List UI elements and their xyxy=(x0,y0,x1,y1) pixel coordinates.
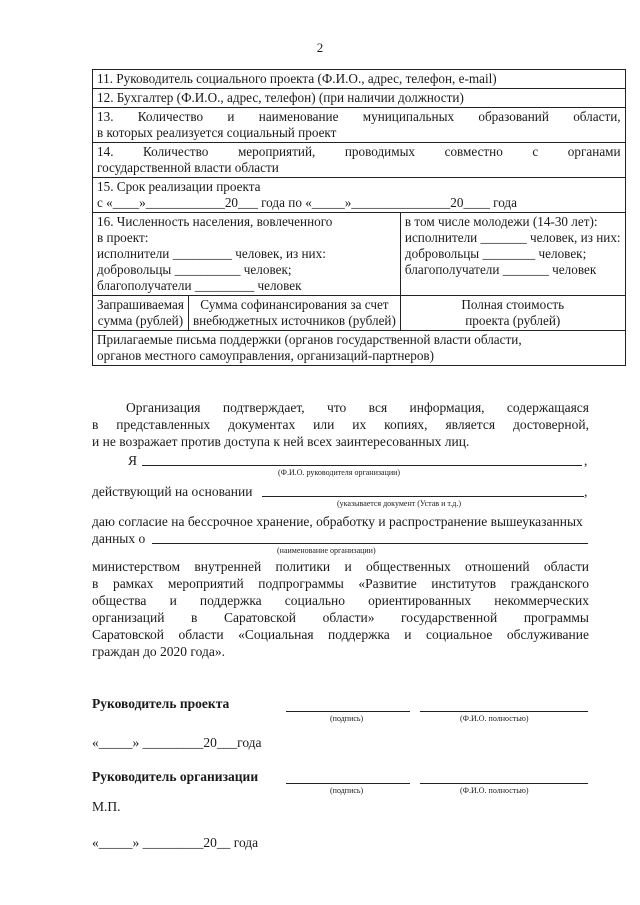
cell-sum-requested xyxy=(93,296,189,331)
row-events xyxy=(93,143,626,178)
consent-line2: данных о xyxy=(92,531,146,546)
support-letters-line1: Прилагаемые письма поддержки (органов государственной власти области, xyxy=(97,332,522,347)
head-name-line xyxy=(142,465,582,466)
hint-head-name: (Ф.И.О. руководителя организации) xyxy=(278,468,401,477)
row-municipalities-line1: 13. Количество и наименование муниципальных образований области, xyxy=(97,109,621,124)
confirm-line2: в представленных документах или их копиях, является достоверной, xyxy=(92,417,589,432)
row-events-line2: государственной власти области xyxy=(97,160,279,175)
org-head-signature-line xyxy=(286,783,410,784)
ministry-line6: граждан до 2020 года». xyxy=(92,644,225,659)
org-head-fio-line xyxy=(420,783,588,784)
consent-line1: даю согласие на бессрочное хранение, обработку и распространение вышеуказанных xyxy=(92,514,583,529)
org-name-line xyxy=(152,543,588,544)
row-municipalities xyxy=(93,108,626,143)
sum-total-line: Полная стоимость xyxy=(461,297,565,312)
row-accountant xyxy=(93,89,626,108)
comma: , xyxy=(584,484,588,499)
stamp-place: М.П. xyxy=(92,799,121,814)
confirm-line3: и не возражает против доступа к ней всех заинтересованных лиц. xyxy=(92,434,470,449)
row-accountant-label: 12. Бухгалтер (Ф.И.О., адрес, телефон) (при наличии должности) xyxy=(97,90,464,105)
hint-org-name: (наименование организации) xyxy=(277,546,376,555)
acting-label: действующий на основании xyxy=(92,484,253,499)
ministry-line1: министерством внутренней политики и общественных отношений области xyxy=(92,559,589,574)
youth-line: благополучатели _______ человек xyxy=(404,262,597,277)
row-youth xyxy=(400,213,625,296)
cell-sum-cofinancing xyxy=(188,296,400,331)
population-line: благополучатели _________ человек xyxy=(97,278,302,293)
date-line-1: «_____» _________20___года xyxy=(92,735,262,750)
population-line: 16. Численность населения, вовлеченного xyxy=(97,214,333,229)
project-head-fio-line xyxy=(420,711,588,712)
application-form-table xyxy=(92,69,626,366)
page-number: 2 xyxy=(316,40,324,55)
population-line: в проект: xyxy=(97,230,149,245)
row-support-letters xyxy=(93,331,626,366)
row-project-head-label: 11. Руководитель социального проекта (Ф.И.О., адрес, телефон, e-mail) xyxy=(97,71,497,86)
comma: , xyxy=(584,453,588,468)
fio-hint: (Ф.И.О. полностью) xyxy=(460,786,529,795)
ministry-line5: Саратовской области «Социальная поддержка и социальное обслуживание xyxy=(92,627,589,642)
org-head-label: Руководитель организации xyxy=(92,769,259,784)
row-population xyxy=(93,213,401,296)
row-municipalities-line2: в которых реализуется социальный проект xyxy=(97,125,337,140)
i-label: Я xyxy=(128,453,138,468)
population-line: исполнители _________ человек, из них: xyxy=(97,246,326,261)
row-events-line1: 14. Количество мероприятий, проводимых совместно с органами xyxy=(97,144,621,159)
sum-requested-line: сумма (рублей) xyxy=(97,313,184,328)
project-head-label: Руководитель проекта xyxy=(92,696,230,711)
youth-line: исполнители _______ человек, из них: xyxy=(404,230,621,245)
date-line-2: «_____» _________20__ года xyxy=(92,835,259,850)
row-term xyxy=(93,178,626,213)
signature-hint: (подпись) xyxy=(330,786,364,795)
signature-hint: (подпись) xyxy=(330,714,364,723)
sum-total-line: проекта (рублей) xyxy=(465,313,561,328)
population-line: добровольцы __________ человек; xyxy=(97,262,292,277)
ministry-line3: общества и поддержка социально ориентированных некоммерческих xyxy=(92,593,589,608)
sum-cofinancing-line: внебюджетных источников (рублей) xyxy=(192,313,396,328)
ministry-line4: организаций в Саратовской области» государственной программы xyxy=(92,610,589,625)
row-term-line2: с «____»____________20___ года по «_____»_______________20____ года xyxy=(97,195,517,210)
hint-document: (указывается документ (Устав и т.д.) xyxy=(337,499,461,508)
ministry-line2: в рамках мероприятий подпрограммы «Развитие институтов гражданского xyxy=(92,576,589,591)
sum-cofinancing-line: Сумма софинансирования за счет xyxy=(200,297,389,312)
project-head-signature-line xyxy=(286,711,410,712)
fio-hint: (Ф.И.О. полностью) xyxy=(460,714,529,723)
sum-requested-line: Запрашиваемая xyxy=(97,297,184,312)
youth-line: в том числе молодежи (14-30 лет): xyxy=(404,214,598,229)
document-line xyxy=(262,496,584,497)
row-project-head xyxy=(93,70,626,89)
confirm-line1: Организация подтверждает, что вся информация, содержащаяся xyxy=(126,400,589,415)
cell-sum-total xyxy=(400,296,625,331)
support-letters-line2: органов местного самоуправления, организаций-партнеров) xyxy=(97,348,435,363)
row-term-line1: 15. Срок реализации проекта xyxy=(97,179,261,194)
youth-line: добровольцы ________ человек; xyxy=(404,246,587,261)
